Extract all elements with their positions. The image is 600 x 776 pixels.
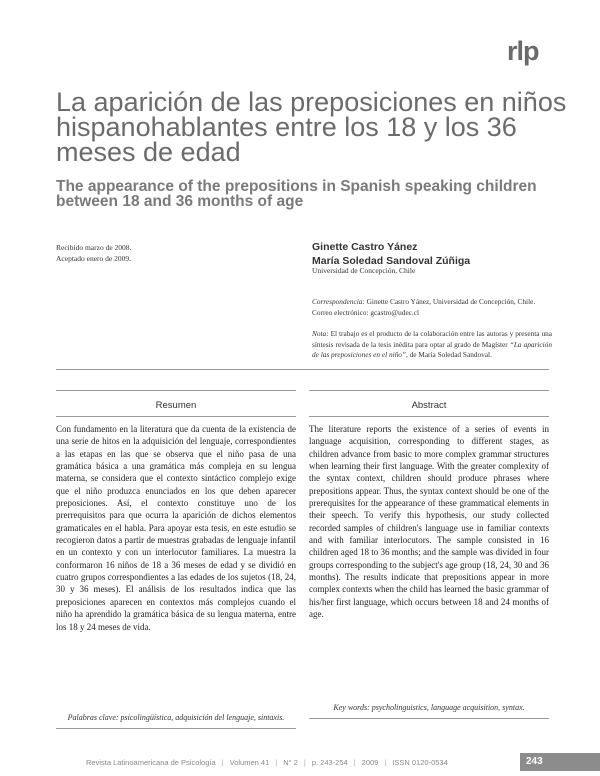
accepted-date: Aceptado enero de 2009. bbox=[56, 254, 131, 263]
correspondence bbox=[312, 297, 552, 318]
correspondence-text: Ginette Castro Yánez, Universidad de Concepción, Chile. Correo electrónico: gcastro@udec.cl bbox=[312, 297, 536, 317]
abstract-bottom-rule bbox=[309, 416, 549, 417]
footer-year: 2009 bbox=[361, 758, 379, 767]
footer-number: N° 2 bbox=[283, 758, 298, 767]
correspondence-label: Correspondencia: bbox=[312, 297, 365, 306]
section-divider bbox=[56, 369, 549, 370]
note-text-end: , de María Soledad Sandoval. bbox=[405, 350, 492, 359]
page-number: 243 bbox=[520, 753, 600, 771]
title-spanish: La aparición de las preposiciones en niños hispanohablantes entre los 18 y los 36 meses de edad bbox=[56, 87, 567, 167]
received-date: Recibido marzo de 2008. bbox=[56, 243, 132, 252]
journal-logo: rlp bbox=[507, 36, 539, 66]
thesis-title: “La aparición de las preposiciones en el niño” bbox=[312, 339, 552, 359]
abstract-text: The literature reports the existence of a series of events in language acquisition, corresponding to different stages, as children advance from basic to more complex grammar structures when learning their first language. With the greater complexity of the syntax context, children should produce phrases where prepositions appear. Thus, the syntax context should be one of the prerequisites for the appearance of these grammatical elements in their speech. To verify this hypothesis, our study collected recorded samples of children's language use in familiar contexts and with familiar interlocutors. The sample consisted in 16 children aged 18 to 36 months; and the sample was divided in four groups corresponding to the subject's age group (18, 24, 30 and 36 months). The results indicate that prepositions appear in more complex contexts when the child has learned the basic grammar of his/her first language, which occurs between 18 and 24 months of age. bbox=[309, 424, 549, 620]
author-note bbox=[312, 329, 552, 361]
footer-volume: Volumen 41 bbox=[229, 758, 270, 767]
page-footer: Revista Latinoamericana de Psicología | Volumen 41 | N° 2 | p. 243-254 | 2009 | ISSN 0120-0534 bbox=[86, 758, 448, 767]
resumen-keywords: Palabras clave: psicolingüística, adquisición del lenguaje, sintaxis. bbox=[67, 713, 285, 722]
note-text: El trabajo es el producto de la colaboración entre las autoras y presenta una síntesis revisada de la tesis inédita para optar al grado de Magíster bbox=[312, 329, 552, 349]
footer-issn: ISSN 0120-0534 bbox=[392, 758, 448, 767]
abstract-keywords: Key words: psycholinguistics, language acquisition, syntax. bbox=[333, 703, 525, 712]
abstract-end-rule bbox=[309, 718, 549, 719]
resumen-top-rule bbox=[56, 390, 296, 391]
authors-block bbox=[312, 240, 470, 268]
resumen-text: Con fundamento en la literatura que da cuenta de la existencia de una serie de hitos en la adquisición del lenguaje, correspondientes a las etapas en las que se observa que el niño pasa de una gramática básica a una gramática más compleja en su lengua materna, se considera que el contexto sintáctico complejo exige que el niño produzca enunciados en los que deben aparecer preposiciones. Así, el contexto constituye uno de los prerrequisitos para que ocurra la aparición de dichos elementos gramaticales en el habla. Para apoyar esta tesis, en este estudio se recogieron datos a partir de muestras grabadas de lenguaje infantil en un contexto y con un interlocutor familiares. La muestra la conformaron 16 niños de 18 a 36 meses de edad y se dividió en cuatro grupos correspondientes a las edades de los sujetos (18, 24, 30 y 36 meses). El análisis de los resultados indica que las preposiciones aparecen en contextos más complejos cuando el niño ha aprendido la gramática básica de su lengua materna, entre los 18 y 24 meses de vida. bbox=[56, 424, 296, 632]
author-name: María Soledad Sandoval Zúñiga bbox=[312, 255, 471, 267]
resumen-bottom-rule bbox=[56, 416, 296, 417]
footer-pages: p. 243-254 bbox=[311, 758, 348, 767]
resumen-end-rule bbox=[56, 728, 296, 729]
abstract-heading: Abstract bbox=[411, 400, 447, 411]
affiliation: Universidad de Concepción, Chile bbox=[312, 266, 416, 275]
title-english: The appearance of the prepositions in Spanish speaking children between 18 and 36 months of age bbox=[56, 178, 537, 210]
resumen-heading: Resumen bbox=[155, 400, 197, 411]
dates-block bbox=[56, 242, 131, 264]
note-label: Nota: bbox=[312, 329, 329, 338]
author-name: Ginette Castro Yánez bbox=[312, 241, 418, 253]
footer-journal: Revista Latinoamericana de Psicología bbox=[86, 758, 216, 767]
abstract-top-rule bbox=[309, 390, 549, 391]
